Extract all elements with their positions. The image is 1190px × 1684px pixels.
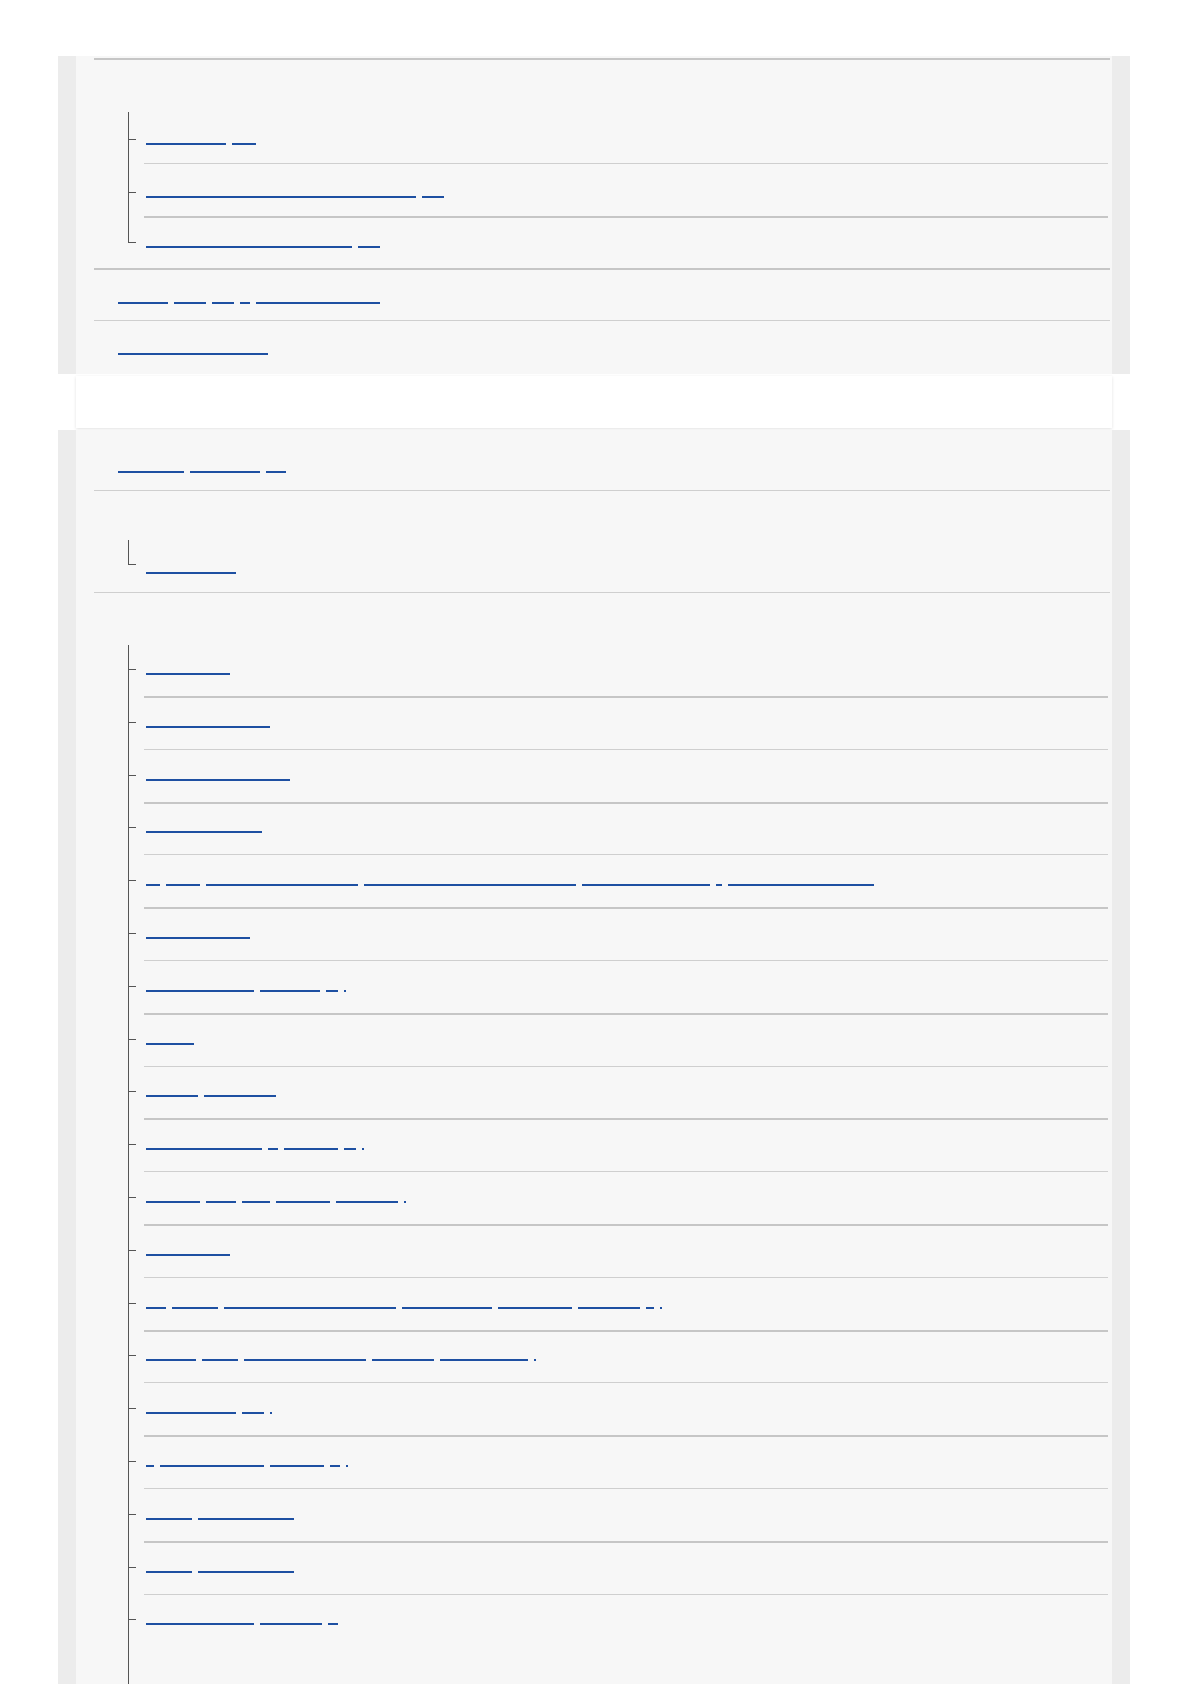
toc-panel-lower	[58, 430, 1130, 1684]
toc-subitem-underline[interactable]	[146, 884, 160, 886]
toc-subitem-underline[interactable]	[326, 990, 338, 992]
tree-branch-tick	[128, 669, 136, 670]
toc-subitem-underline[interactable]	[404, 1201, 406, 1203]
divider-line	[144, 1330, 1108, 1332]
tree-branch-line	[128, 112, 129, 243]
toc-item-underline[interactable]	[190, 471, 260, 473]
toc-subitem-underline[interactable]	[716, 884, 722, 886]
tree-branch-tick	[128, 242, 136, 243]
toc-subitem-underline[interactable]	[260, 1623, 322, 1625]
tree-branch-tick	[128, 986, 136, 987]
divider-line	[94, 320, 1110, 321]
toc-item-underline[interactable]	[174, 302, 206, 304]
toc-subitem-underline[interactable]	[146, 937, 250, 939]
toc-subitem-underline[interactable]	[336, 1201, 398, 1203]
tree-branch-tick	[128, 1303, 136, 1304]
tree-branch-tick	[128, 192, 136, 193]
tree-branch-tick	[128, 1197, 136, 1198]
toc-subitem-underline[interactable]	[146, 143, 226, 145]
toc-subitem-underline[interactable]	[346, 1465, 348, 1467]
panel-gutter-left	[58, 430, 76, 1684]
toc-item-underline[interactable]	[212, 302, 234, 304]
tree-branch-tick	[128, 1355, 136, 1356]
divider-line	[144, 163, 1108, 164]
toc-subitem-underline[interactable]	[344, 1148, 356, 1150]
tree-branch-tick	[128, 1408, 136, 1409]
toc-subitem-underline[interactable]	[146, 1254, 230, 1256]
divider-line	[144, 749, 1108, 750]
toc-subitem-underline[interactable]	[582, 884, 710, 886]
toc-subitem-underline[interactable]	[146, 1307, 166, 1309]
divider-line	[144, 1066, 1108, 1067]
toc-subitem-underline[interactable]	[534, 1359, 536, 1361]
toc-item-underline[interactable]	[118, 471, 184, 473]
toc-subitem-underline[interactable]	[146, 726, 270, 728]
toc-item-underline[interactable]	[256, 302, 380, 304]
divider-line	[94, 592, 1110, 593]
toc-subitem-underline[interactable]	[146, 572, 236, 574]
toc-subitem-underline[interactable]	[270, 1412, 272, 1414]
toc-subitem-underline[interactable]	[198, 1571, 294, 1573]
toc-subitem-underline[interactable]	[358, 246, 380, 248]
section-separator-band	[76, 376, 1112, 428]
toc-subitem-underline[interactable]	[364, 884, 576, 886]
toc-subitem-underline[interactable]	[146, 1095, 198, 1097]
toc-subitem-underline[interactable]	[146, 831, 262, 833]
tree-branch-tick	[128, 1461, 136, 1462]
divider-line	[144, 1171, 1108, 1172]
divider-line	[144, 960, 1108, 961]
toc-subitem-underline[interactable]	[146, 1518, 192, 1520]
divider-line	[144, 854, 1108, 855]
divider-line	[144, 696, 1108, 698]
tree-branch-tick	[128, 1567, 136, 1568]
toc-subitem-underline[interactable]	[146, 1043, 194, 1045]
toc-subitem-underline[interactable]	[146, 1623, 254, 1625]
tree-branch-tick	[128, 1619, 136, 1620]
toc-subitem-underline[interactable]	[146, 1359, 196, 1361]
divider-line	[144, 1541, 1108, 1543]
toc-subitem-underline[interactable]	[646, 1307, 654, 1309]
toc-subitem-underline[interactable]	[202, 1359, 238, 1361]
toc-subitem-underline[interactable]	[328, 1623, 338, 1625]
toc-subitem-underline[interactable]	[284, 1148, 338, 1150]
toc-subitem-underline[interactable]	[198, 1518, 294, 1520]
toc-subitem-underline[interactable]	[146, 1148, 262, 1150]
toc-subitem-underline[interactable]	[160, 1465, 264, 1467]
toc-subitem-underline[interactable]	[146, 1412, 236, 1414]
toc-subitem-underline[interactable]	[146, 1465, 154, 1467]
toc-subitem-underline[interactable]	[146, 1571, 192, 1573]
divider-line	[144, 1594, 1108, 1595]
toc-subitem-underline[interactable]	[242, 1412, 264, 1414]
toc-subitem-underline[interactable]	[146, 1201, 200, 1203]
toc-subitem-underline[interactable]	[146, 246, 352, 248]
tree-branch-line	[128, 645, 129, 1684]
toc-subitem-underline[interactable]	[372, 1359, 434, 1361]
toc-subitem-underline[interactable]	[402, 1307, 492, 1309]
tree-branch-tick	[128, 139, 136, 140]
toc-subitem-underline[interactable]	[232, 143, 256, 145]
toc-subitem-underline[interactable]	[146, 196, 416, 198]
divider-line	[94, 58, 1110, 60]
toc-subitem-underline[interactable]	[362, 1148, 364, 1150]
tree-branch-tick	[128, 933, 136, 934]
tree-branch-tick	[128, 1144, 136, 1145]
toc-subitem-underline[interactable]	[166, 884, 200, 886]
toc-subitem-underline[interactable]	[330, 1465, 340, 1467]
toc-subitem-underline[interactable]	[244, 1359, 366, 1361]
toc-subitem-underline[interactable]	[242, 1201, 270, 1203]
divider-line	[144, 1435, 1108, 1437]
toc-subitem-underline[interactable]	[498, 1307, 572, 1309]
tree-branch-tick	[128, 827, 136, 828]
toc-subitem-underline[interactable]	[146, 779, 290, 781]
divider-line	[144, 1224, 1108, 1226]
toc-subitem-underline[interactable]	[172, 1307, 218, 1309]
divider-line	[144, 1118, 1108, 1120]
toc-subitem-underline[interactable]	[728, 884, 874, 886]
toc-subitem-underline[interactable]	[146, 673, 230, 675]
divider-line	[144, 1277, 1108, 1278]
toc-subitem-underline[interactable]	[440, 1359, 528, 1361]
toc-subitem-underline[interactable]	[206, 1201, 236, 1203]
tree-branch-tick	[128, 1250, 136, 1251]
toc-subitem-underline[interactable]	[224, 1307, 396, 1309]
panel-gutter-right	[1112, 430, 1130, 1684]
tree-branch-tick	[128, 1091, 136, 1092]
divider-line	[144, 1013, 1108, 1015]
divider-line	[144, 1382, 1108, 1383]
divider-line	[94, 268, 1110, 270]
tree-branch-tick	[128, 880, 136, 881]
divider-line	[144, 216, 1108, 218]
tree-branch-tick	[128, 1039, 136, 1040]
panel-gutter-left	[58, 56, 76, 374]
divider-line	[144, 802, 1108, 804]
toc-item-underline[interactable]	[266, 471, 286, 473]
toc-subitem-underline[interactable]	[268, 1148, 278, 1150]
toc-subitem-underline[interactable]	[422, 196, 444, 198]
toc-item-underline[interactable]	[118, 302, 168, 304]
divider-line	[94, 490, 1110, 491]
toc-subitem-underline[interactable]	[270, 1465, 324, 1467]
tree-branch-line	[128, 540, 129, 565]
tree-branch-tick	[128, 1514, 136, 1515]
divider-line	[144, 907, 1108, 909]
toc-item-underline[interactable]	[240, 302, 250, 304]
tree-branch-tick	[128, 722, 136, 723]
toc-subitem-underline[interactable]	[578, 1307, 640, 1309]
panel-gutter-right	[1112, 56, 1130, 374]
toc-subitem-underline[interactable]	[276, 1201, 330, 1203]
toc-subitem-underline[interactable]	[344, 990, 346, 992]
toc-item-underline[interactable]	[118, 353, 268, 355]
toc-subitem-underline[interactable]	[206, 884, 358, 886]
tree-branch-tick	[128, 564, 136, 565]
tree-branch-tick	[128, 775, 136, 776]
toc-subitem-underline[interactable]	[146, 990, 254, 992]
toc-subitem-underline[interactable]	[260, 990, 320, 992]
toc-subitem-underline[interactable]	[660, 1307, 662, 1309]
toc-subitem-underline[interactable]	[204, 1095, 276, 1097]
toc-panel-upper	[58, 56, 1130, 374]
divider-line	[144, 1488, 1108, 1489]
